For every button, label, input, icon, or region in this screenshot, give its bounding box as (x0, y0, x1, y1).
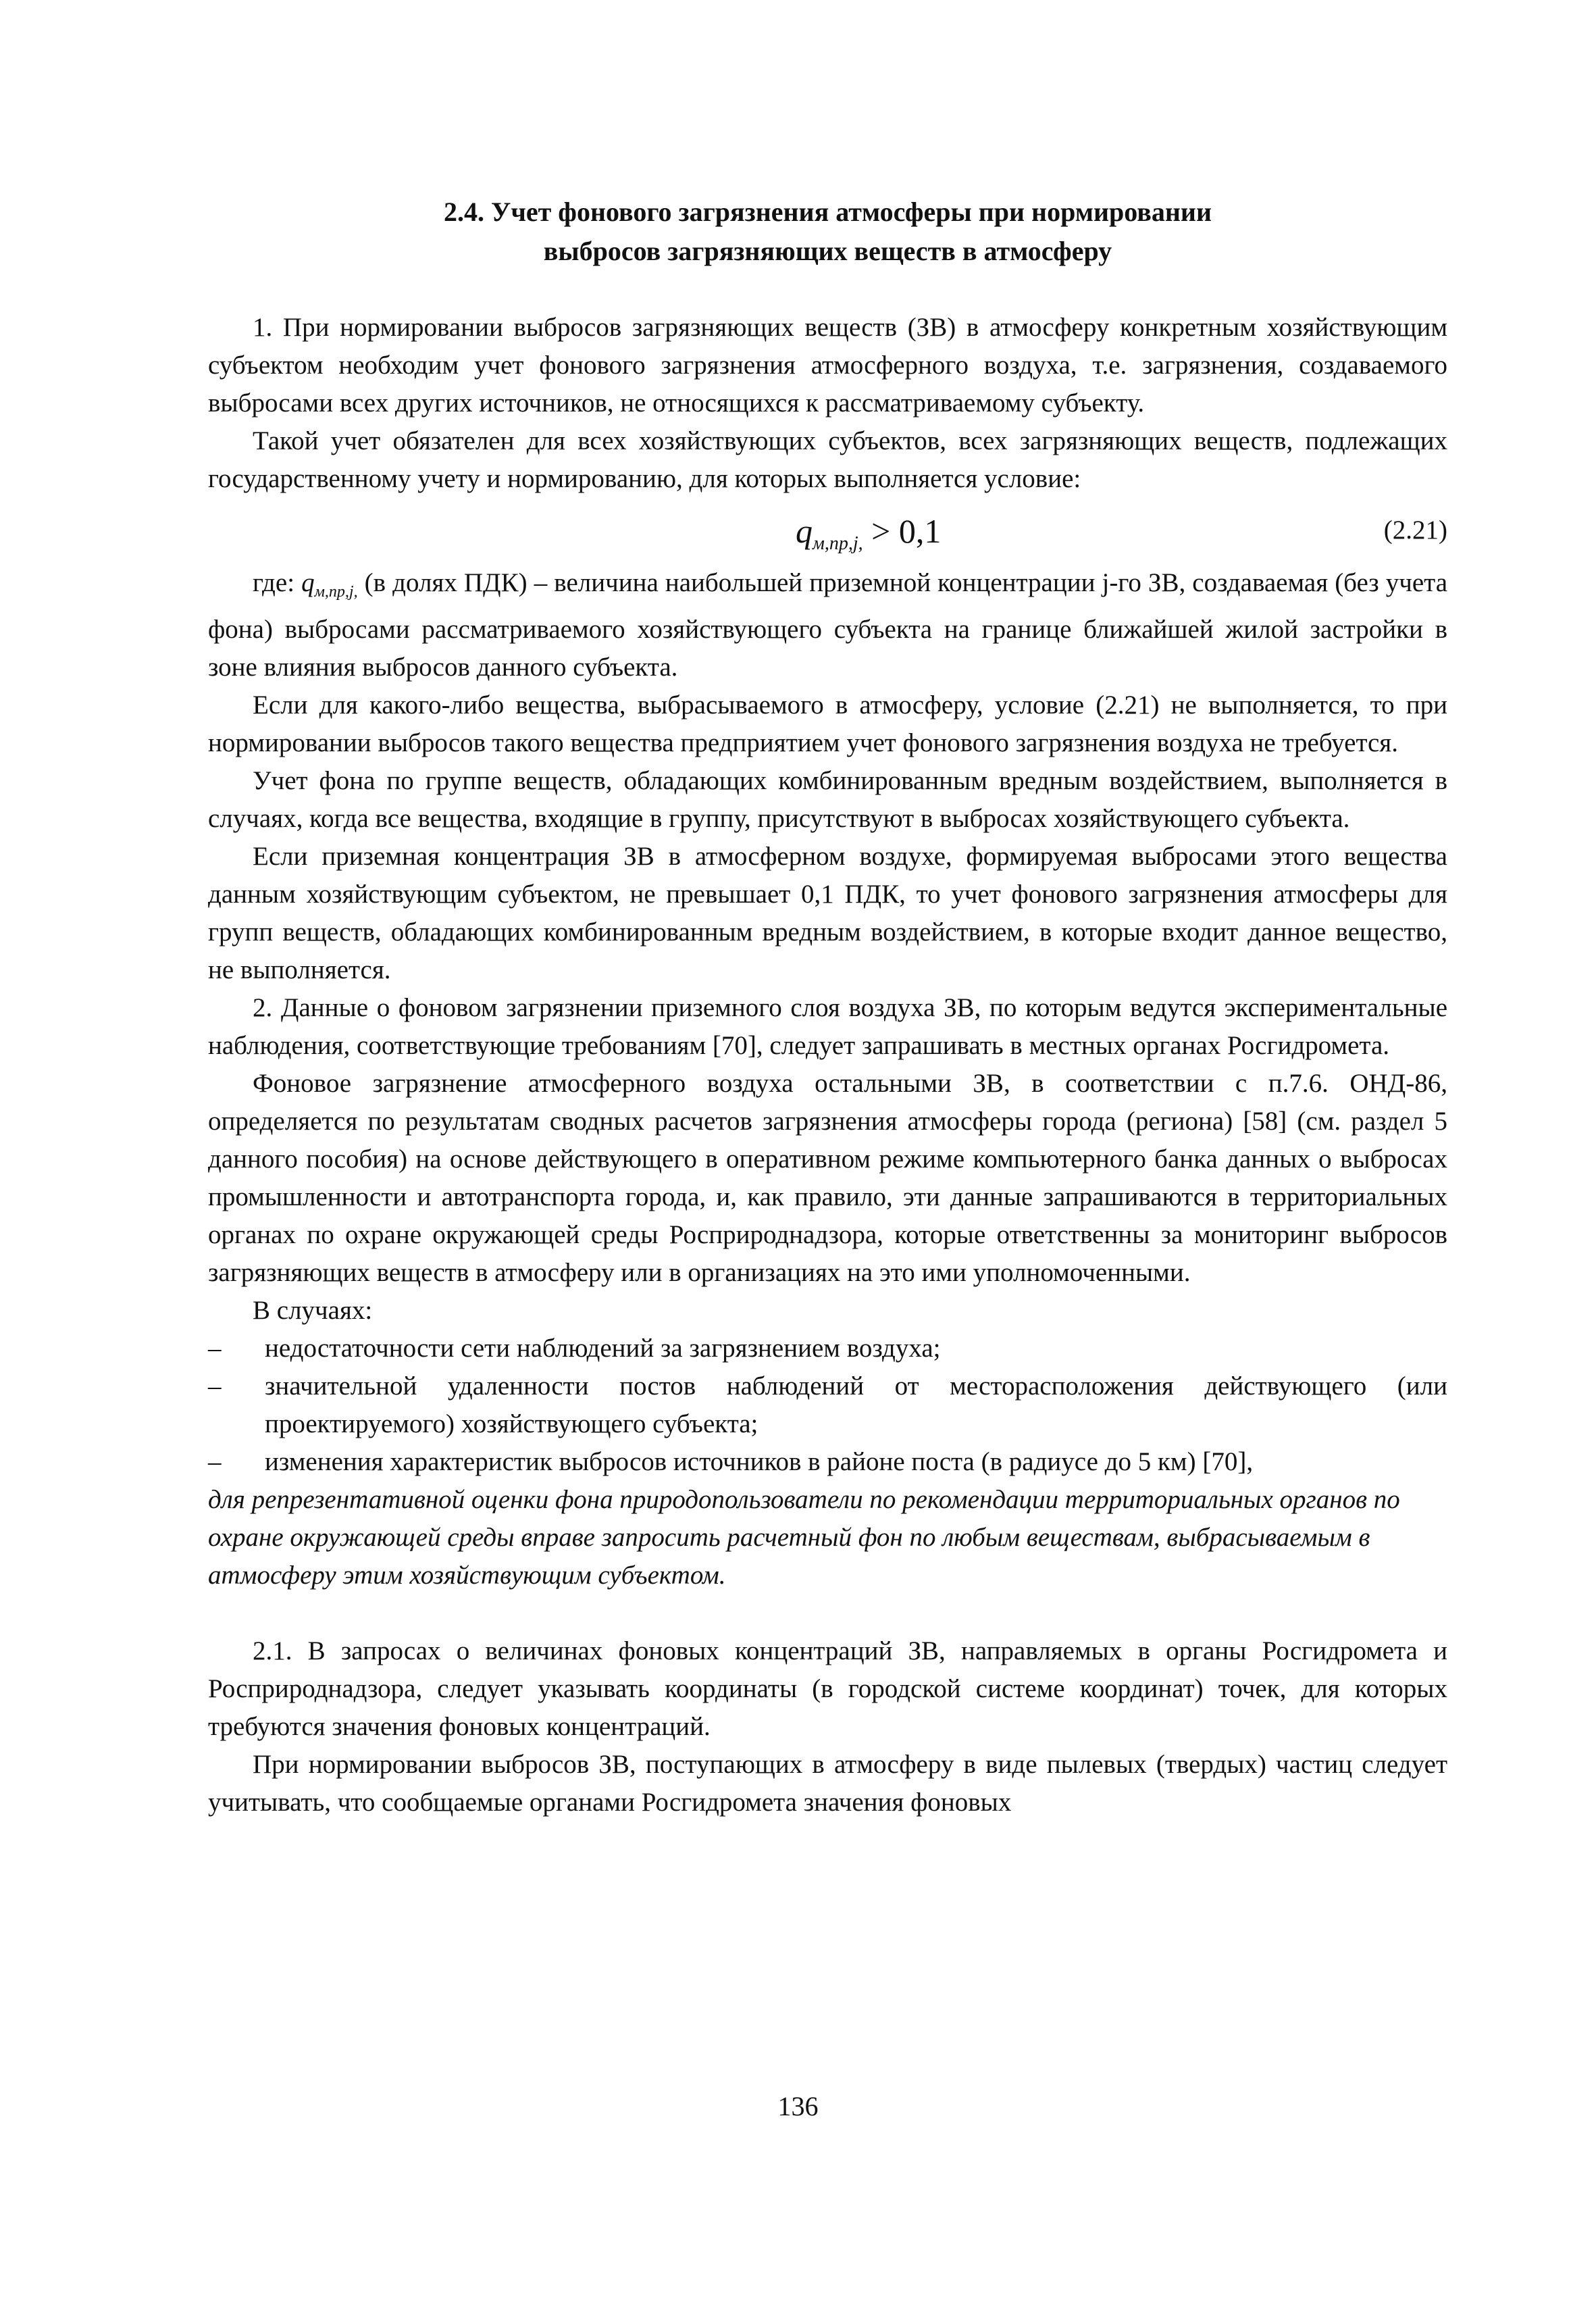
list-item (208, 1367, 1447, 1443)
list-item-text: изменения характеристик выбросов источников в районе поста (в радиусе до 5 км) [70], (265, 1447, 1254, 1476)
formula-variable: q (796, 512, 813, 550)
paragraph-2: Такой учет обязателен для всех хозяйствующих субъектов, всех загрязняющих веществ, подлежащих государственному учету и нормированию, для которых выполняется условие: (208, 426, 1447, 493)
formula-number: (2.21) (1383, 515, 1447, 545)
paragraph-8: Фоновое загрязнение атмосферного воздуха остальными ЗВ, в соответствии с п.7.6. ОНД-86, определяется по результатам сводных расчетов загрязнения атмосферы города (региона) [58] (см. раздел 5 данного пособия) на основе действующего в оперативном режиме компьютерного банка данных о выбросах промышленности и автотранспорта города, и, как правило, эти данные запрашиваются в территориальных органах по охране окружающей среды Росприроднадзора, которые ответственны за мониторинг выбросов загрязняющих веществ в атмосферу или в организациях на это ими уполномоченными. (208, 1069, 1447, 1287)
cases-list (208, 1330, 1447, 1481)
list-dash: – (208, 1372, 222, 1401)
list-item-text: недостаточности сети наблюдений за загрязнением воздуха; (265, 1334, 941, 1363)
list-item (208, 1443, 1447, 1481)
inline-subscript: м,пр,j, (314, 583, 358, 601)
paragraph-7: 2. Данные о фоновом загрязнении приземного слоя воздуха ЗВ, по которым ведутся экспериментальные наблюдения, соответствующие требованиям [70], следует запрашивать в местных органах Росгидромета. (208, 993, 1447, 1060)
section-heading-line-1: 2.4. Учет фонового загрязнения атмосферы при нормировании (443, 197, 1212, 227)
formula-relation: > 0,1 (863, 512, 942, 550)
paragraph-6: Если приземная концентрация ЗВ в атмосферном воздухе, формируемая выбросами этого вещества данным хозяйствующим субъектом, не превышает 0,1 ПДК, то учет фонового загрязнения атмосферы для групп веществ, обладающих комбинированным вредным воздействием, в которые входит данное вещество, не выполняется. (208, 842, 1447, 984)
italic-note: для репрезентативной оценки фона природопользователи по рекомендации территориальных органов по охране окружающей среды вправе запросить расчетный фон по любым веществам, выбрасываемым в атмосферу этим хозяйствующим субъектом. (208, 1485, 1400, 1590)
formula-subscript: м,пр,j, (813, 533, 863, 554)
where-label: где: (253, 568, 295, 597)
formula-expression (796, 507, 941, 568)
page-number: 136 (777, 2091, 819, 2121)
list-dash: – (208, 1334, 222, 1363)
paragraph-9: В случаях: (253, 1296, 373, 1325)
paragraph-10: 2.1. В запросах о величинах фоновых концентраций ЗВ, направляемых в органы Росгидромета и Росприроднадзора, следует указывать координаты (в городской системе координат) точек, для которых требуются значения фоновых концентраций. (208, 1636, 1447, 1741)
section-heading-line-2: выбросов загрязняющих веществ в атмосферу (543, 236, 1112, 266)
list-dash: – (208, 1447, 222, 1476)
formula-2-21 (208, 505, 1447, 559)
section-heading (208, 193, 1447, 271)
inline-variable: q (301, 568, 315, 597)
paragraph-5: Учет фона по группе веществ, обладающих комбинированным вредным воздействием, выполняется в случаях, когда все вещества, входящие в группу, присутствуют в выбросах хозяйствующего субъекта. (208, 766, 1447, 833)
list-item (208, 1330, 1447, 1367)
paragraph-4: Если для какого-либо вещества, выбрасываемого в атмосферу, условие (2.21) не выполняется, то при нормировании выбросов такого вещества предприятием учет фонового загрязнения воздуха не требуется. (208, 690, 1447, 757)
document-page (208, 193, 1447, 1821)
where-description: (в долях ПДК) – величина наибольшей приземной концентрации j-го ЗВ, создаваемая (без учета фона) выбросами рассматриваемого хозяйствующего субъекта на границе ближайшей жилой застройки в зоне влияния выбросов данного субъекта. (208, 568, 1448, 682)
list-item-text: значительной удаленности постов наблюдений от месторасположения действующего (или проектируемого) хозяйствующего субъекта; (265, 1372, 1447, 1438)
paragraph-where (208, 564, 1447, 686)
paragraph-1: 1. При нормировании выбросов загрязняющих веществ (ЗВ) в атмосферу конкретным хозяйствующим субъектом необходим учет фонового загрязнения атмосферного воздуха, т.е. загрязнения, создаваемого выбросами всех других источников, не относящихся к рассматриваемому субъекту. (208, 313, 1447, 418)
paragraph-11: При нормировании выбросов ЗВ, поступающих в атмосферу в виде пылевых (твердых) частиц следует учитывать, что сообщаемые органами Росгидромета значения фоновых (208, 1750, 1447, 1817)
